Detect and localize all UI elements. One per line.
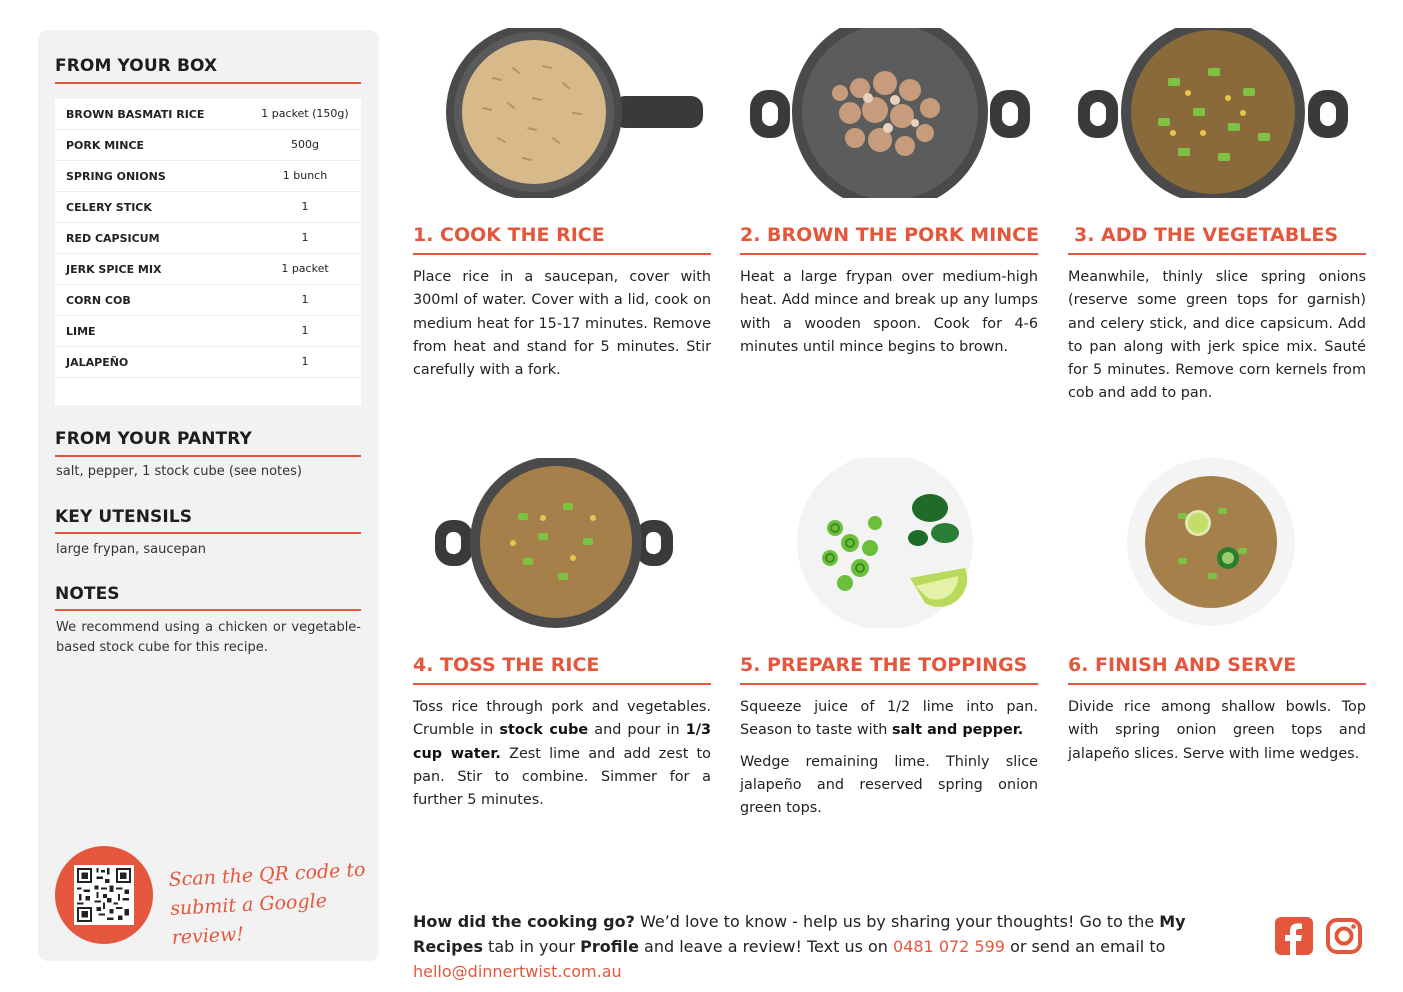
step-title: 2. BROWN THE PORK MINCE [740,224,1040,246]
rice [462,40,606,184]
ingredient-row [55,161,361,192]
divider [413,683,711,685]
feedback-footer [413,909,1258,984]
step-paragraph: Meanwhile, thinly slice spring onions (reserve some green tops for garnish) and celery stick, and dice capsicum. Add to pan along with jerk spice mix. Sauté for 5 minutes. Remove corn kernels from cob and add to pan. [1068,269,1366,402]
ingredient-row [55,347,361,378]
step-4-photo [413,458,711,628]
rice-bowl [1145,476,1277,608]
ingredient-row [55,316,361,347]
step-paragraph: Heat a large frypan over medium-high heat. Add mince and break up any lumps with a wooden spoon. Cook for 4-6 minutes until mince begins to brown. [740,269,1038,355]
ingredient-name: JERK SPICE MIX [66,263,162,276]
ingredient-row [55,99,361,130]
step-text [413,266,711,382]
footer-text: We’d love to know - help us by sharing your thoughts! Go to the [634,912,1160,931]
phone-link[interactable]: 0481 072 599 [893,937,1005,956]
utensils-title: KEY UTENSILS [55,507,193,527]
step-paragraph: Place rice in a saucepan, cover with 300ml of water. Cover with a lid, cook on medium heat for 15-17 minutes. Remove from heat and stand for 5 minutes. Stir carefully with a fork. [413,269,711,379]
ingredient-name: BROWN BASMATI RICE [66,108,205,121]
divider [740,253,1038,255]
ingredient-qty: 1 [301,355,309,368]
footer-text: and leave a review! Text us on [638,937,894,956]
ingredient-row [55,254,361,285]
pan-handle [613,96,703,128]
step-1-photo [413,28,711,198]
my-recipes-label: My Recipes [413,912,1186,956]
profile-label: Profile [580,937,639,956]
divider [413,253,711,255]
ingredient-name: JALAPEÑO [66,356,129,369]
ingredient-name: LIME [66,325,96,338]
divider [1068,683,1366,685]
box-title: FROM YOUR BOX [55,56,218,76]
facebook-icon[interactable] [1275,917,1313,955]
step-3-photo [1068,28,1366,198]
ingredient-name: CELERY STICK [66,201,152,214]
ingredient-qty: 1 [301,324,309,337]
divider [55,609,361,611]
ingredient-qty: 1 bunch [282,169,328,182]
ingredients-table [55,99,361,405]
step-title: 3. ADD THE VEGETABLES [1074,224,1339,246]
ingredient-name: CORN COB [66,294,131,307]
ingredient-row [55,223,361,254]
step-paragraph: Divide rice among shallow bowls. Top with spring onion green tops and jalapeño slices. Serve with lime wedges. [1068,699,1366,762]
step-title: 5. PREPARE THE TOPPINGS [740,654,1028,676]
utensils-text: large frypan, saucepan [56,542,206,557]
step-paragraph: Squeeze juice of 1/2 lime into pan. Season to taste with salt and pepper. [740,699,1038,739]
step-text [1068,696,1366,766]
qr-caption-line: Scan the QR code to [168,858,366,891]
ingredient-qty: 1 packet [281,262,329,275]
divider [55,82,361,84]
footer-question: How did the cooking go? [413,912,635,931]
ingredient-name: SPRING ONIONS [66,170,166,183]
ingredient-row [55,192,361,223]
ingredient-name: RED CAPSICUM [66,232,160,245]
step-paragraph: Wedge remaining lime. Thinly slice jalapeño and reserved spring onion green tops. [740,753,1038,817]
ingredient-qty: 1 [301,231,309,244]
ingredient-qty: 1 packet (150g) [261,107,349,120]
divider [740,683,1038,685]
divider [55,455,361,457]
step-paragraph: Toss rice through pork and vegetables. Crumble in stock cube and pour in 1/3 cup water. Zest lime and add zest to pan. Stir to combine. Simmer for a further 5 minutes. [413,699,712,809]
ingredient-qty: 1 [301,200,309,213]
pantry-title: FROM YOUR PANTRY [55,429,252,449]
step-6-photo [1068,458,1366,628]
qr-badge[interactable] [55,846,153,944]
step-title: 1. COOK THE RICE [413,224,605,246]
qr-caption [168,856,372,953]
instagram-icon[interactable] [1325,917,1363,955]
divider [1068,253,1366,255]
sidebar [38,30,379,961]
notes-text: We recommend using a chicken or vegetable-based stock cube for this recipe. [56,620,361,655]
step-title: 6. FINISH AND SERVE [1068,654,1297,676]
notes-title: NOTES [55,584,120,604]
qr-code-icon[interactable] [74,865,134,925]
footer-text: tab in your [482,937,581,956]
ingredient-qty: 500g [291,138,319,151]
qr-caption-line: submit a Google review! [169,889,328,949]
footer-text: or send an email to [1004,937,1166,956]
divider [55,532,361,534]
step-text [740,696,1038,820]
step-text [740,266,1038,359]
email-link[interactable]: hello@dinnertwist.com.au [413,962,622,981]
ingredient-row [55,130,361,161]
ingredient-qty: 1 [301,293,309,306]
ingredient-name: PORK MINCE [66,139,145,152]
step-2-photo [740,28,1038,198]
step-5-photo [740,458,1038,628]
step-text [1068,266,1366,406]
pantry-text: salt, pepper, 1 stock cube (see notes) [56,464,302,479]
ingredient-row [55,285,361,316]
step-title: 4. TOSS THE RICE [413,654,600,676]
step-text [413,696,711,812]
